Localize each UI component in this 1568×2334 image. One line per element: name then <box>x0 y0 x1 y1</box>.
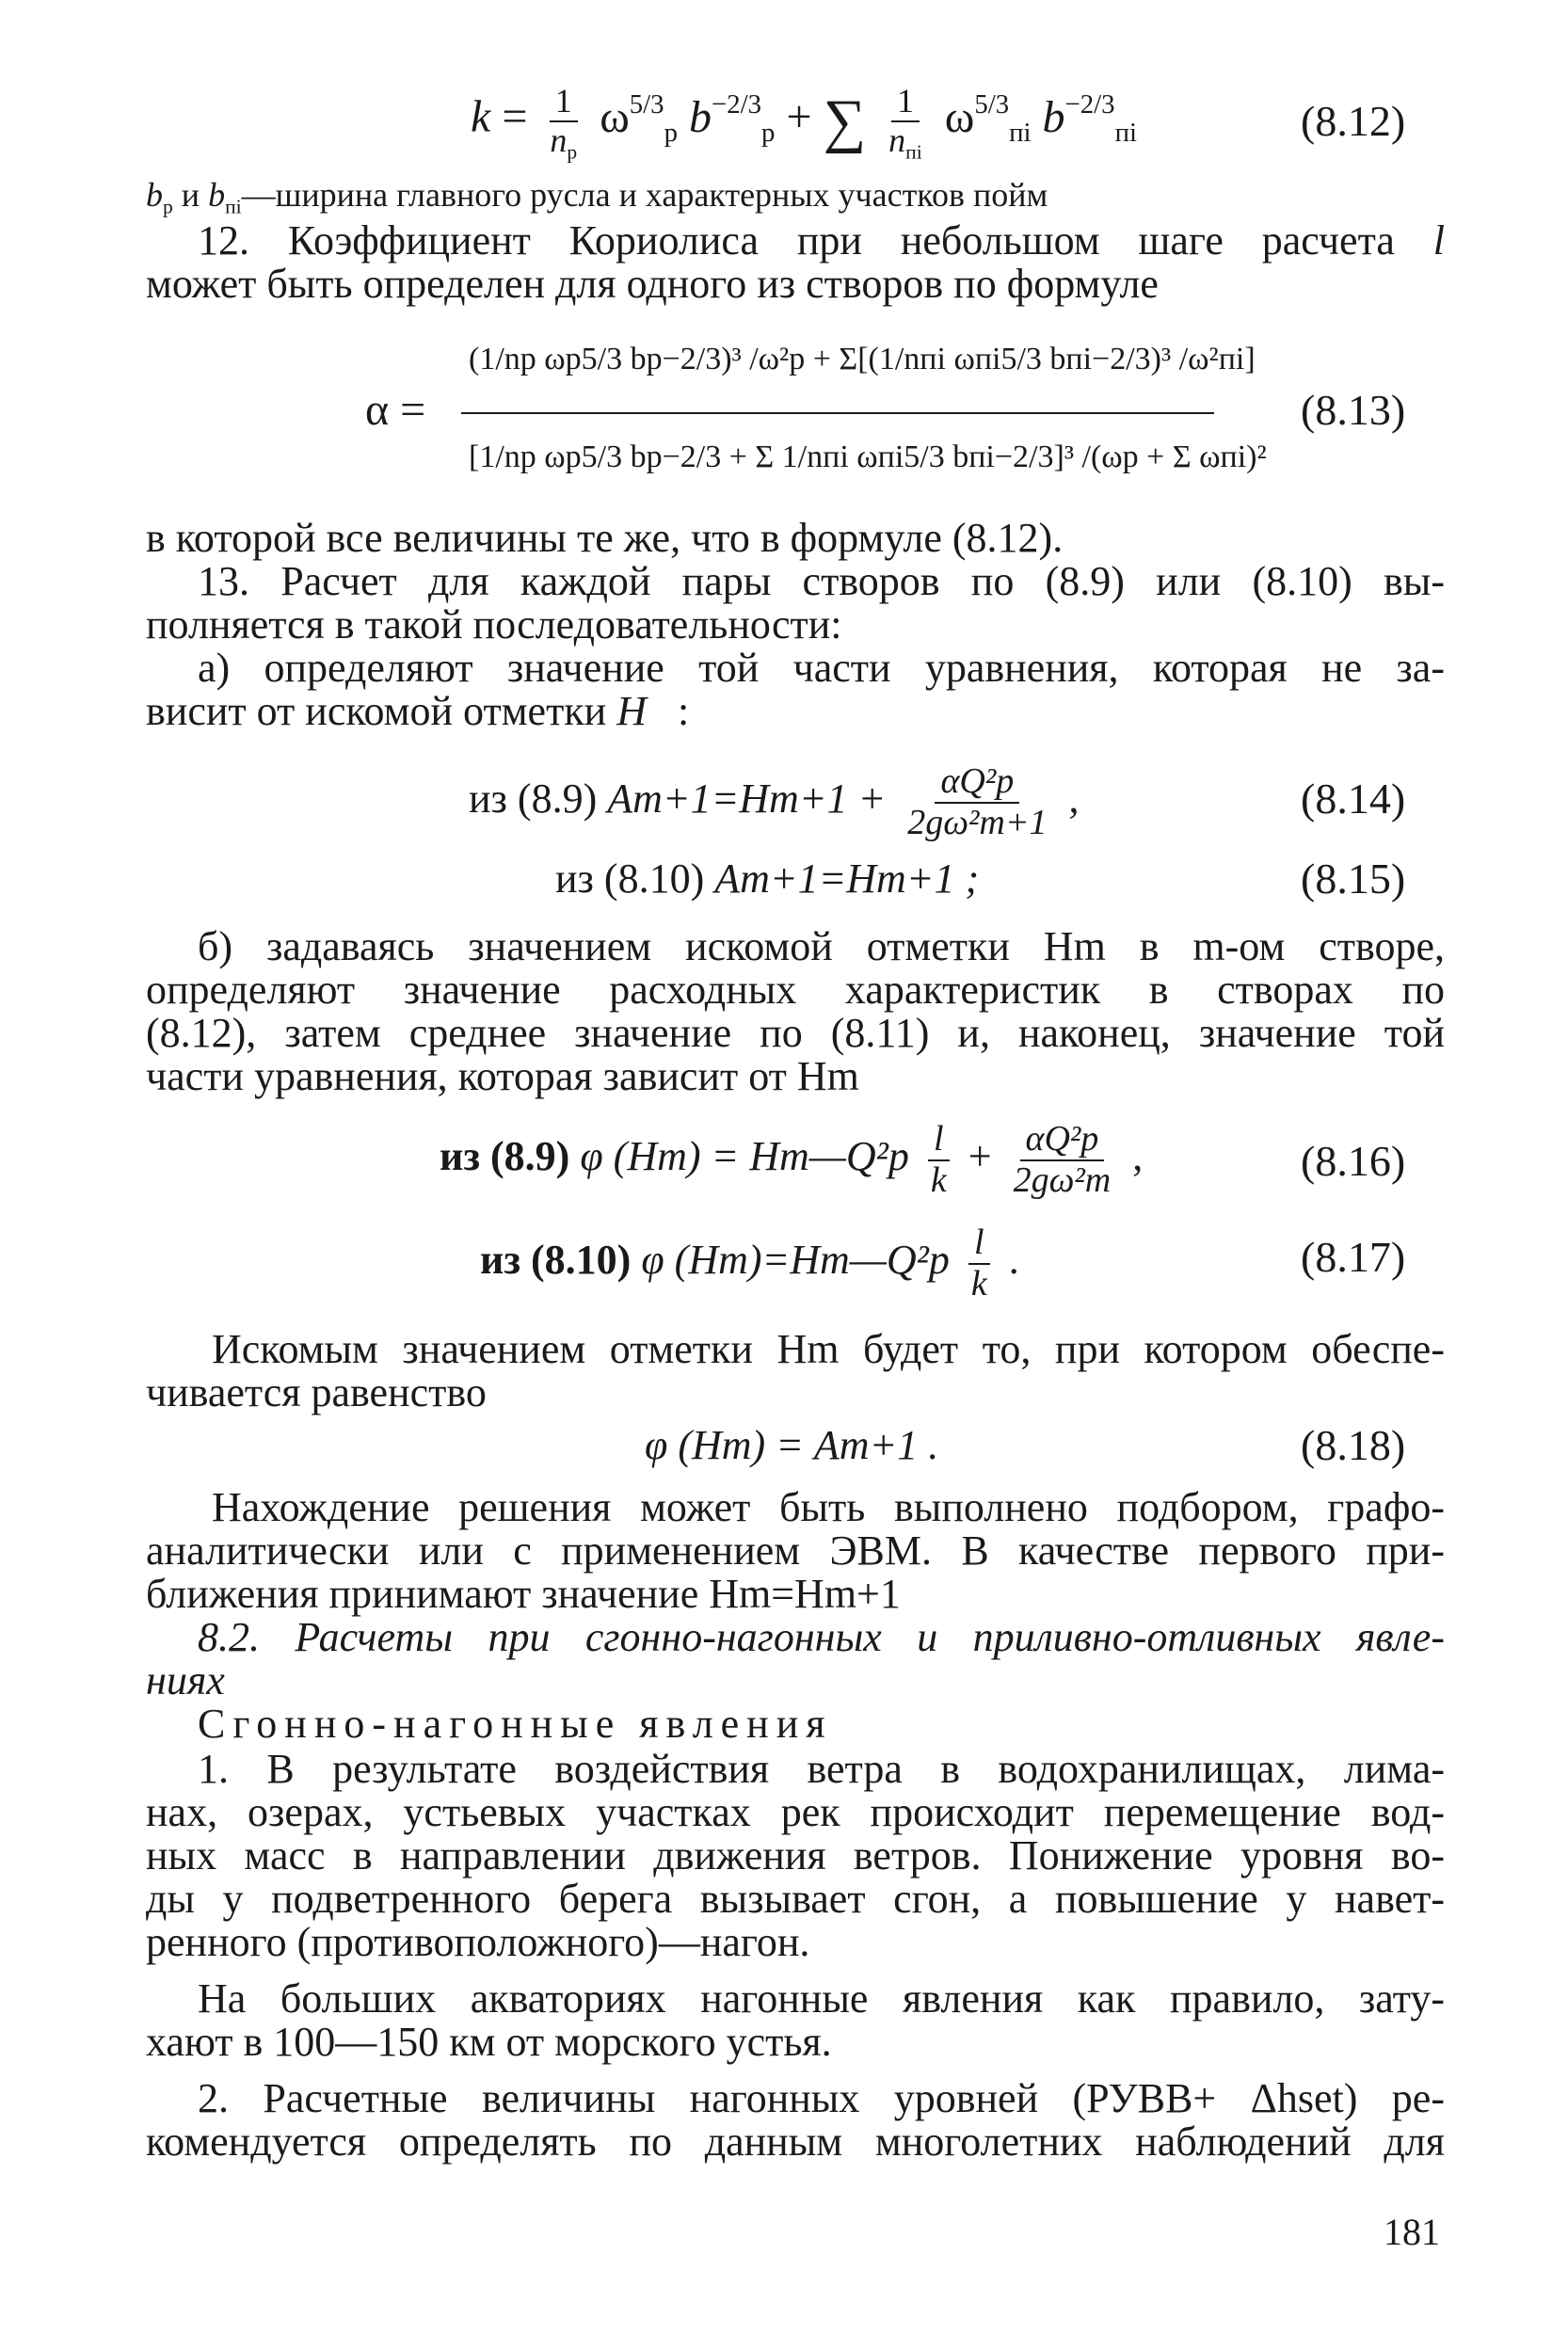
eq-8-12-frac2-den: n <box>888 120 906 159</box>
subheading-surge: Сгонно-нагонные явления <box>198 1701 833 1747</box>
eq-8-15-tag: (8.15) <box>1301 855 1406 903</box>
para1-line5: ренного (противоположного)—нагон. <box>146 1919 810 1965</box>
eq-8-16-comma: , <box>1132 1132 1144 1179</box>
eq-8-12-omega1: $\omega^{5/3}_р$ <box>600 88 678 148</box>
item-b-line1: б) задаваясь значением искомой отметки Hm в m-ом створе, <box>198 923 1445 969</box>
item13-line1: 13. Расчет для каждой пары створов по (8.9) или (8.10) вы- <box>198 558 1445 604</box>
item12-line1-text: 12. Коэффициент Кориолиса при небольшом шаге расчета <box>198 217 1395 264</box>
eq-8-16 <box>440 1120 1143 1201</box>
para1-line4: ды у подветренного берега вызывает сгон, а повышение у навет- <box>146 1876 1445 1922</box>
eq-8-15-prefix: из (8.10) <box>555 855 705 902</box>
eq-8-16-prefix: из (8.9) <box>440 1132 570 1179</box>
eq-8-14-num: αQ²р <box>935 762 1019 804</box>
eq-8-12-frac2-num: 1 <box>891 83 920 122</box>
eq-8-12-sum: ∑ <box>823 87 867 154</box>
eq-8-12-omega2-sup: 5/3 <box>974 88 1010 120</box>
eq-8-17-frac-num: l <box>968 1223 990 1265</box>
eq-8-13-denominator: [1/nр ωр5/3 bр−2/3 + Σ 1/nпi ωпi5/3 bпi−2/3]³ /(ωр + Σ ωпi)² <box>469 440 1267 474</box>
eq-8-12-omega2: $\omega^{5/3}_{пi}$ <box>944 88 1032 148</box>
eq-8-16-frac2-den: 2gω²m <box>1013 1159 1112 1200</box>
eq-8-12-lhs: k <box>471 91 491 142</box>
eq-8-16-frac1-den: k <box>930 1159 947 1200</box>
eq-8-12-b1-sub: р <box>761 117 776 148</box>
eq-8-15-expr: Am+1=Hm+1 ; <box>714 855 980 902</box>
eq-8-12-b2: $b^{-2/3}_{пi}$ <box>1042 88 1138 148</box>
item-b-line3: (8.12), затем среднее значение по (8.11) и, наконец, значение той <box>146 1010 1445 1056</box>
eq-8-13-fraction-bar <box>461 412 1214 414</box>
eq-8-17-tag: (8.17) <box>1301 1233 1406 1281</box>
eq-8-16-expr: φ (Hm) = Hm—Q²р <box>580 1132 909 1179</box>
eq-8-14-den: 2gω²m+1 <box>907 802 1048 842</box>
para-search-line1: Искомым значением отметки Hm будет то, при котором обеспе- <box>212 1326 1445 1372</box>
eq-8-14-prefix: из (8.9) <box>469 775 598 822</box>
eq-8-12-frac1-num: 1 <box>550 83 578 122</box>
eq-8-18-expr: φ (Hm) = Am+1 . <box>645 1422 939 1468</box>
para2-line2: комендуется определять по данным многолетних наблюдений для <box>146 2118 1445 2165</box>
eq-8-12-tag: (8.12) <box>1301 97 1406 145</box>
note-b1-sub: р <box>163 195 173 218</box>
section-8-2-line1: 8.2. Расчеты при сгонно-нагонных и приливно-отливных явле- <box>198 1614 1445 1660</box>
para-search-line2: чивается равенство <box>146 1369 487 1415</box>
eq-8-14-frac <box>902 762 1052 843</box>
eq-8-12-b2-sup: −2/3 <box>1064 88 1115 120</box>
item13-line2: полняется в такой последовательности: <box>146 601 842 647</box>
para1-line1: 1. В результате воздействия ветра в водохранилищах, лима- <box>198 1746 1445 1792</box>
note-b1: b <box>146 176 163 214</box>
para-solution-line1: Нахождение решения может быть выполнено подбором, графо- <box>212 1484 1445 1530</box>
eq-8-12-omega2-sub: пi <box>1009 117 1032 148</box>
eq-8-12-frac2-den-sub: пi <box>905 140 922 164</box>
eq-8-16-frac2 <box>1008 1120 1117 1201</box>
eq-8-14-comma: , <box>1068 775 1080 822</box>
eq-8-17-dot: . <box>1008 1236 1019 1283</box>
eq-8-13-tag: (8.13) <box>1301 386 1406 434</box>
note-and: и <box>172 176 209 214</box>
para-solution-line3: ближения принимают значение Hm=Hm+1 <box>146 1571 901 1617</box>
note-b2-sub: пi <box>225 195 242 218</box>
eq-8-12-b1-sup: −2/3 <box>712 88 762 120</box>
item12-var-l: l <box>1432 217 1445 264</box>
eq-8-12-b2-sub: пi <box>1114 117 1138 148</box>
eq-8-12-frac1 <box>544 82 583 164</box>
eq-8-12-frac1-den-sub: р <box>567 140 578 164</box>
section-8-2-line2: ниях <box>146 1657 225 1703</box>
eq-8-14-lhs: Am+1=Hm+1 + <box>607 775 887 822</box>
eq-8-12-plus: + <box>786 91 812 142</box>
note-rest: —ширина главного русла и характерных участков пойм <box>241 176 1048 214</box>
eq-8-15 <box>555 856 979 902</box>
item13-a-line2 <box>146 689 689 734</box>
para-large-line2: хают в 100—150 км от морского устья. <box>146 2019 832 2065</box>
para-solution-line2: аналитически или с применением ЭВМ. В качестве первого при- <box>146 1527 1445 1574</box>
eq-8-17-expr: φ (Hm)=Hm—Q²р <box>641 1236 950 1283</box>
eq-8-12-frac2 <box>883 82 928 164</box>
eq-8-18-tag: (8.18) <box>1301 1421 1406 1469</box>
eq-8-14-tag: (8.14) <box>1301 775 1406 823</box>
eq-8-16-frac2-num: αQ²р <box>1020 1120 1105 1161</box>
item12-line2: может быть определен для одного из створов по формуле <box>146 261 1159 307</box>
eq-8-18 <box>645 1423 938 1468</box>
item12-line1 <box>198 218 1445 264</box>
eq-8-16-frac1-num: l <box>928 1120 950 1161</box>
eq-8-12-b1: $b^{-2/3}_р$ <box>689 88 776 148</box>
eq-8-17-prefix: из (8.10) <box>480 1236 632 1283</box>
eq-8-13-numerator: (1/nр ωр5/3 bр−2/3)³ /ω²р + Σ[(1/nпi ωпi5/3 bпi−2/3)³ /ω²пi] <box>469 342 1256 376</box>
para1-line2: нах, озерах, устьевых участках рек происходит перемещение вод- <box>146 1789 1445 1835</box>
eq-8-16-plus: + <box>968 1132 992 1179</box>
para-large-line1: На больших акваториях нагонные явления как правило, зату- <box>198 1975 1445 2022</box>
para2-line1: 2. Расчетные величины нагонных уровней (РУВВ+ Δhset) ре- <box>198 2075 1445 2121</box>
item-b-line2: определяют значение расходных характеристик в створах по <box>146 967 1445 1013</box>
eq-8-16-tag: (8.16) <box>1301 1137 1406 1185</box>
note-widths <box>146 172 1048 217</box>
eq-8-17-frac-den: k <box>970 1263 987 1303</box>
para1-line3: ных масс в направлении движения ветров. Понижение уровня во- <box>146 1832 1445 1878</box>
after-8-13: в которой все величины те же, что в формуле (8.12). <box>146 515 1064 561</box>
item13-a-line2-text: висит от искомой отметки <box>146 688 607 734</box>
eq-8-13-alpha: α = <box>365 385 426 435</box>
eq-8-14 <box>469 762 1080 843</box>
equation-8-12 <box>471 82 1138 164</box>
page-number: 181 <box>1384 2211 1440 2253</box>
eq-8-16-frac1 <box>925 1120 952 1201</box>
eq-8-12-omega1-sub: р <box>664 117 678 148</box>
eq-8-12-omega1-sup: 5/3 <box>629 88 664 120</box>
note-b2: b <box>208 176 226 214</box>
item13-a-var: H <box>616 688 648 734</box>
eq-8-12-frac1-den: n <box>550 120 568 159</box>
item-b-line4: части уравнения, которая зависит от Hm <box>146 1053 859 1099</box>
item13-a-colon: : <box>678 688 690 734</box>
eq-8-17 <box>480 1223 1019 1304</box>
eq-8-12-equals: = <box>502 91 528 142</box>
eq-8-17-frac <box>966 1223 993 1304</box>
item13-a-line1: а) определяют значение той части уравнения, которая не за- <box>198 645 1445 691</box>
